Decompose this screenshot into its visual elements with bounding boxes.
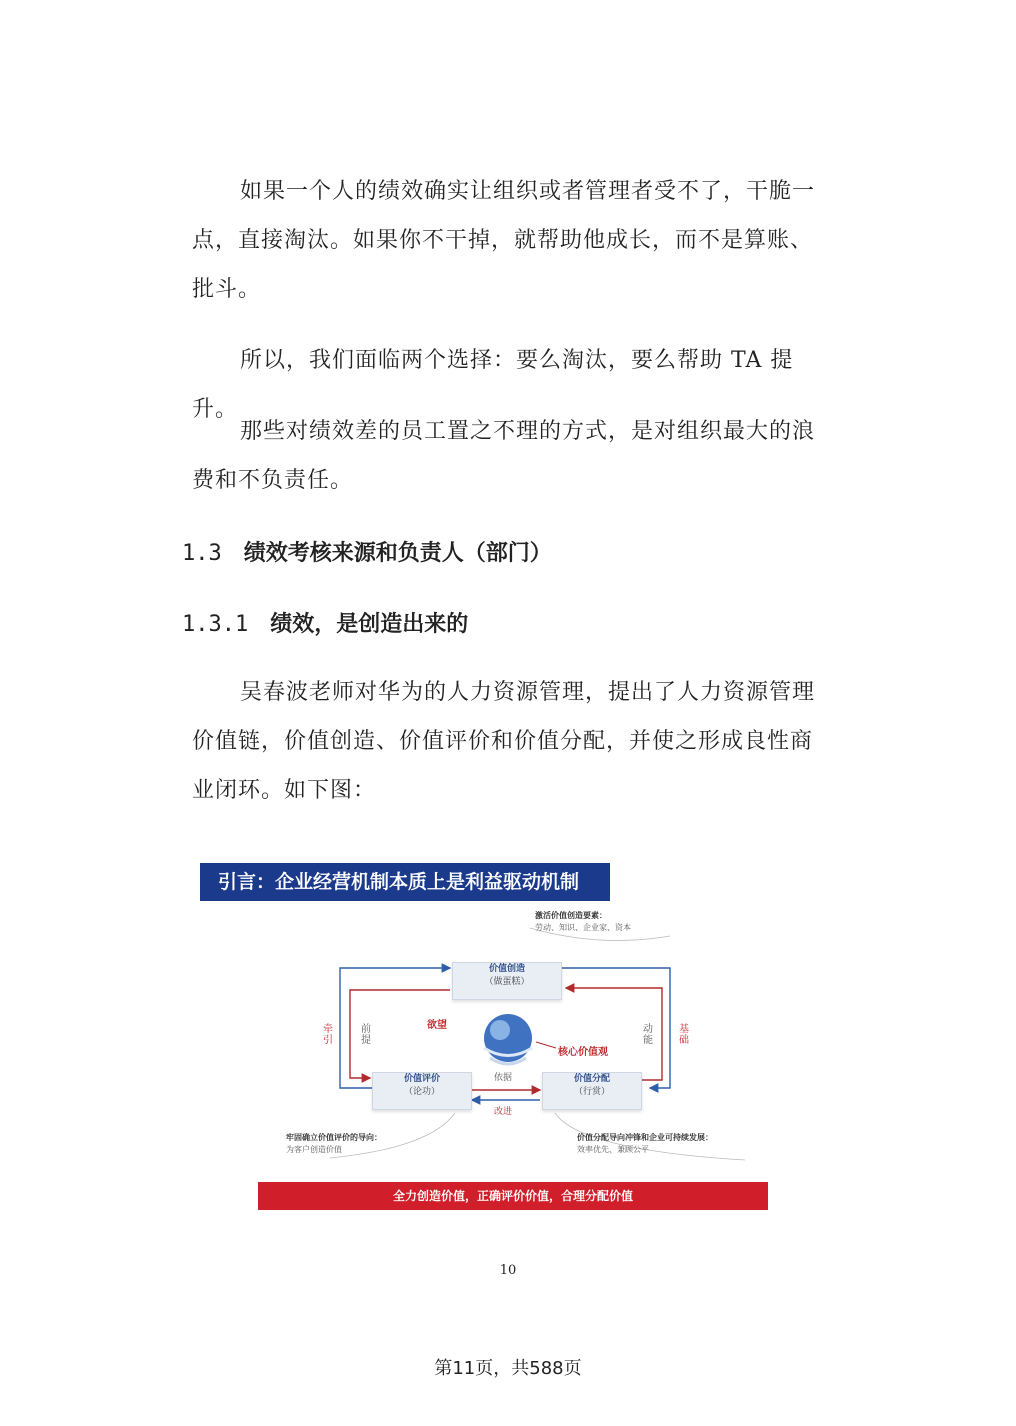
page-number: 10: [499, 1263, 517, 1278]
bottom-right-note-title: 价值分配导向冲锋和企业可持续发展：: [577, 1133, 713, 1142]
label-desire: 欲望: [427, 1020, 447, 1031]
label-pull: 牵引: [323, 1024, 333, 1046]
value-evaluation-box: [372, 1072, 472, 1110]
globe-icon: [484, 1014, 532, 1064]
value-distribution-box: [542, 1072, 642, 1110]
page-footer: 第11页，共588页: [434, 1358, 582, 1379]
value-creation-title: 价值创造: [488, 964, 525, 974]
paragraph-2: 所以，我们面临两个选择：要么淘汰，要么帮助 TA 提升。: [192, 348, 794, 422]
bottom-left-note-title: 牢固确立价值评价的导向：: [286, 1133, 382, 1142]
paragraph-1: 如果一个人的绩效确实让组织或者管理者受不了，干脆一点，直接淘汰。如果你不干掉，就帮助他成长，而不是算账、批斗。: [192, 179, 816, 302]
paragraph-4: 吴春波老师对华为的人力资源管理，提出了人力资源管理价值链，价值创造、价值评价和价值分配，并使之形成良性商业闭环。如下图：: [192, 680, 816, 803]
value-chain-figure: [200, 858, 780, 1218]
subsection-title: 绩效，是创造出来的: [270, 611, 469, 637]
value-evaluation-sub: （论功）: [403, 1087, 440, 1097]
label-premise: 前提: [361, 1024, 371, 1046]
value-distribution-sub: （行赏）: [573, 1087, 610, 1097]
value-creation-box: [452, 962, 562, 1000]
subsection-number: 1.3.1: [182, 612, 249, 637]
section-title: 绩效考核来源和负责人（部门）: [243, 540, 552, 566]
value-creation-sub: （做蛋糕）: [484, 977, 530, 987]
figure-title: 引言：企业经营机制本质上是利益驱动机制: [200, 863, 610, 901]
value-distribution-title: 价值分配: [573, 1074, 610, 1084]
top-note-title: 激活价值创造要素：: [535, 911, 607, 920]
label-basis: 依据: [494, 1073, 513, 1083]
bottom-right-note-sub: 效率优先、兼顾公平: [577, 1145, 649, 1154]
label-improve: 改进: [494, 1107, 513, 1117]
label-foundation: 基础: [679, 1024, 689, 1046]
paragraph-3: 那些对绩效差的员工置之不理的方式，是对组织最大的浪费和不负责任。: [192, 419, 816, 493]
section-heading-1-3: [182, 536, 552, 567]
core-values-pointer: [536, 1042, 556, 1048]
label-core-values: 核心价值观: [558, 1047, 608, 1058]
figure-diagram-lines: [200, 858, 780, 1218]
section-heading-1-3-1: [182, 607, 468, 638]
label-momentum: 动能: [643, 1024, 653, 1046]
section-number: 1.3: [182, 541, 222, 566]
bottom-banner: 全力创造价值，正确评价价值，合理分配价值: [258, 1182, 768, 1210]
bottom-left-note-sub: 为客户创造价值: [286, 1145, 342, 1154]
value-evaluation-title: 价值评价: [403, 1074, 440, 1084]
top-note-sub: 劳动、知识、企业家、资本: [535, 923, 631, 932]
